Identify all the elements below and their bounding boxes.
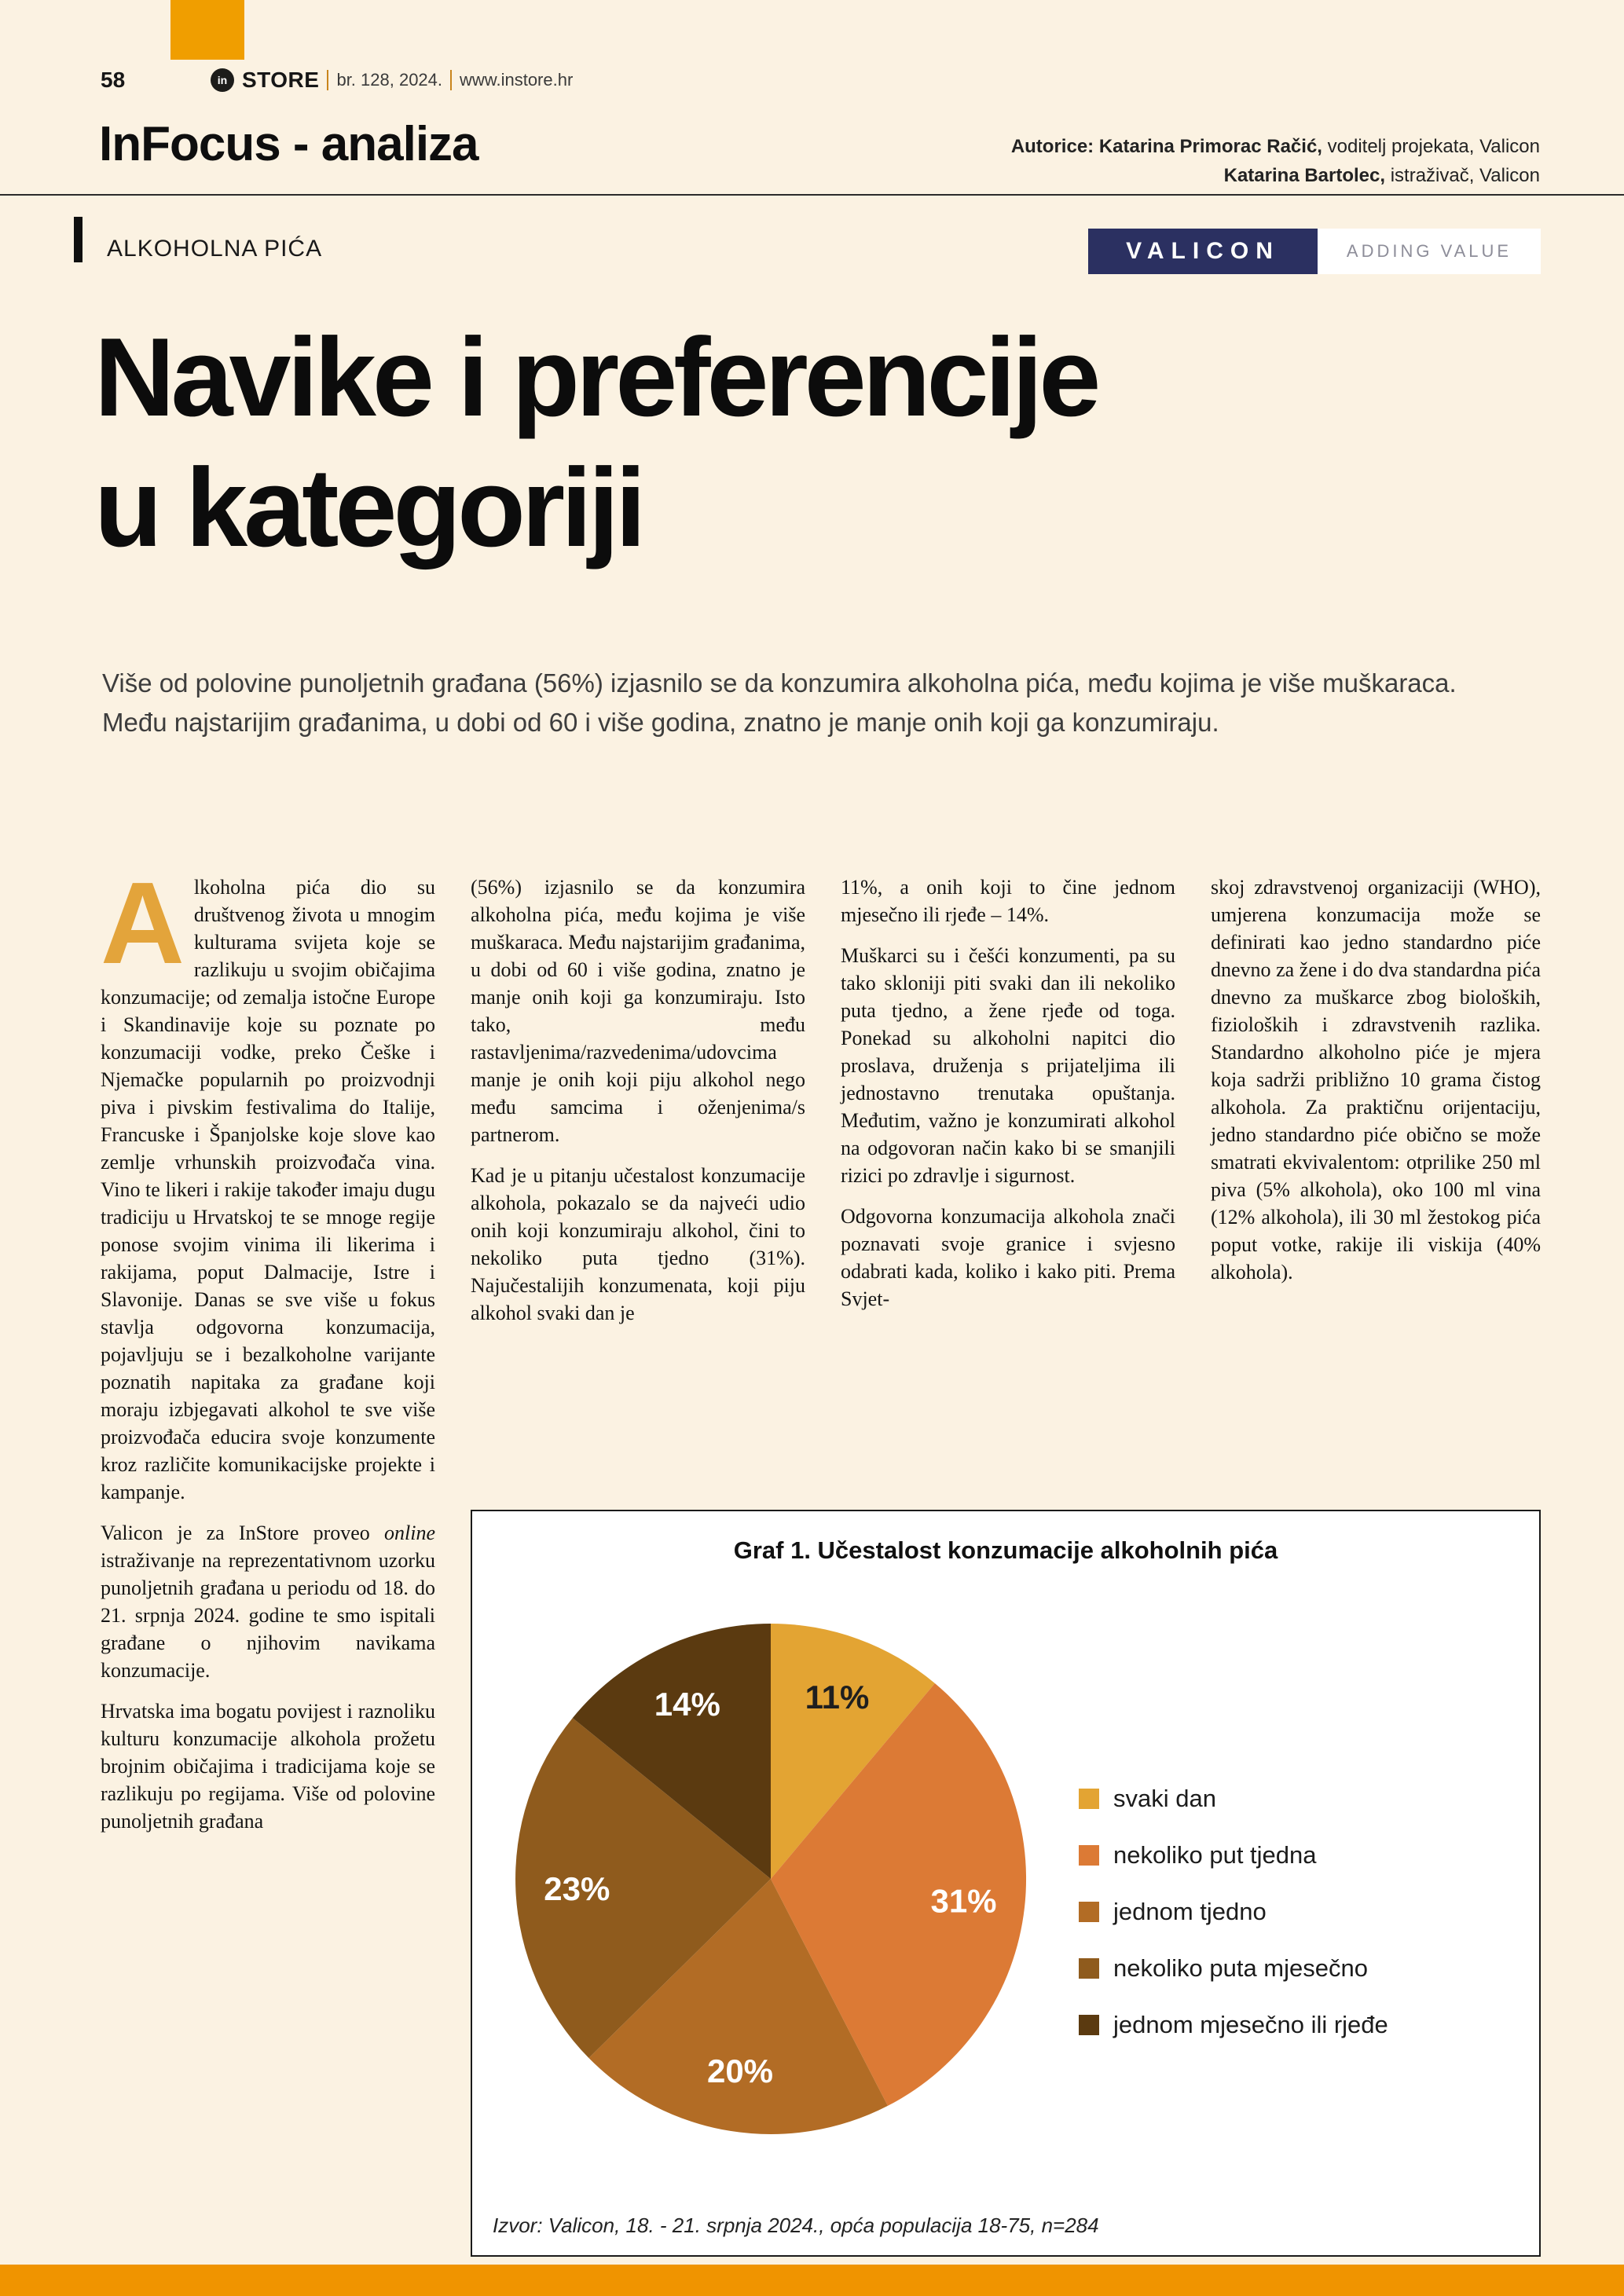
lead-paragraph: Više od polovine punoljetnih građana (56%) izjasnilo se da konzumira alkoholna pića, među kojima je više muškaraca. Među najstarijim građanima, u dobi od 60 i više godina, znatno je manje onih koji ga konzumiraju. [102, 668, 1457, 737]
divider [450, 70, 452, 90]
body-column-3 [841, 873, 1175, 1326]
legend-item [1079, 1841, 1388, 1869]
website-url: www.instore.hr [460, 70, 574, 90]
headline-line-2: u kategoriji [94, 445, 643, 571]
pie-value-label: 23% [544, 1869, 610, 1907]
issue-number: br. 128, 2024. [336, 70, 443, 90]
pie-value-label: 11% [805, 1678, 870, 1716]
author-line-1 [1011, 132, 1540, 161]
magazine-brand [211, 68, 573, 93]
paragraph: Muškarci su i češći konzumenti, pa su tako skloniji piti svaki dan ili nekoliko puta tjedno, a žene rjeđe od toga. Ponekad su alkoholni napitci dio proslava, druženja s prijateljima ili jednostavno trenutaka opuštanja. Međutim, važno je konzumirati alkohol na odgovoran način kako bi se smanjili rizici po zdravlje i sigurnost. [841, 944, 1175, 1187]
paragraph: Hrvatska ima bogatu povijest i raznoliku kulturu konzumacije alkohola prožetu brojnim običajima i tradicijama koje se razlikuju po regijama. Više od polovine punoljetnih građana [101, 1700, 435, 1833]
body-column-1 [101, 859, 435, 1848]
accent-square [170, 0, 244, 60]
legend-item [1079, 1785, 1388, 1813]
valicon-logo [1088, 229, 1541, 274]
author-1-role: voditelj projekata, Valicon [1322, 136, 1540, 157]
authors-block [1011, 132, 1540, 190]
author-2-role: istraživač, Valicon [1385, 165, 1540, 186]
instore-logo-icon: in [211, 68, 234, 92]
legend-swatch-icon [1079, 1845, 1099, 1866]
headline-line-1: Navike i preferencije [94, 315, 1098, 440]
category-tick [74, 217, 82, 262]
paragraph: skoj zdravstvenoj organizaciji (WHO), umjerena konzumacija može se definirati kao jedno standardno piće dnevno za žene i do dva standardna pića dnevno za muškarce zbog bioloških, fizioloških i zdravstvenih razlika. Standardno alkoholno piće je mjera koja sadrži približno 10 grama čistog alkohola. Za praktičnu orijentaciju, jedno standardno piće obično se može smatrati ekvivalentom: otprilike 250 ml piva (5% alkohola), oko 100 ml vina (12% alkohola), ili 30 ml žestokog pića poput votke, rakije ili viskija (40% alkohola). [1211, 876, 1541, 1283]
body-column-2 [471, 873, 805, 1340]
pie-value-label: 14% [654, 1686, 720, 1723]
legend-label: jednom mjesečno ili rjeđe [1113, 2011, 1388, 2038]
legend-label: nekoliko puta mjesečno [1113, 1954, 1368, 1982]
footer-accent-bar [0, 2265, 1624, 2296]
valicon-tagline: ADDING VALUE [1318, 229, 1541, 274]
section-title: InFocus - analiza [99, 117, 478, 171]
paragraph-text: Valicon je za InStore proveo [101, 1522, 384, 1544]
chart-source: Izvor: Valicon, 18. - 21. srpnja 2024., opća populacija 18-75, n=284 [493, 2214, 1099, 2237]
chart-title: Graf 1. Učestalost konzumacije alkoholnih pića [733, 1536, 1278, 1564]
italic-word: online [384, 1522, 435, 1544]
paragraph: Kad je u pitanju učestalost konzumacije alkohola, pokazalo se da najveći udio onih koji konzumiraju alkohol, čini to nekoliko puta tjedno (31%). Najučestalijih konzumenata, koji piju alkohol svaki dan je [471, 1164, 805, 1324]
paragraph: (56%) izjasnilo se da konzumira alkoholna pića, među kojima je više muškaraca. Među najstarijim građanima, u dobi od 60 i više godina, znatno je manje onih koji ga konzumiraju. Isto tako, među rastavljenima/razvedenima/udovcima manje je onih koji piju alkohol nego među samcima i oženjenima/s partnerom. [471, 876, 805, 1146]
legend-swatch-icon [1079, 1902, 1099, 1922]
page-number: 58 [101, 68, 126, 92]
paragraph [101, 859, 435, 1506]
paragraph-text: lkoholna pića dio su društvenog života u mnogim kulturama svijeta koje se razlikuju u svojim običajima konzumacije; od zemalja istočne Europe i Skandinavije koje su poznate po konzumaciji vodke, preko Češke i Njemačke popularnih po proizvodnji piva i pivskim festivalima do Italije, Francuske i Španjolske koje slove kao zemlje vrhunskih proizvođača vina. Vino te likeri i rakije također imaju dugu tradiciju u Hrvatskoj te se mnoge regije ponose svojim vinima ili likerima i rakijama, poput Dalmacije, Istre i Slavonije. Danas se sve više u fokus stavlja odgovorna konzumacija, pojavljuju se i bezalkoholne varijante poznatih napitaka za građane koji moraju izbjegavati alkohol te sve više proizvođača educira svoje konzumente kroz različite komunikacijske projekte i kampanje. [101, 876, 435, 1503]
chart-legend [1079, 1785, 1388, 2039]
author-line-2 [1011, 161, 1540, 190]
category-label: ALKOHOLNA PIĆA [107, 236, 323, 262]
legend-label: nekoliko put tjedna [1113, 1841, 1317, 1869]
pie-chart [484, 1592, 1058, 2166]
legend-label: svaki dan [1113, 1785, 1216, 1812]
chart-panel [471, 1510, 1541, 2257]
article-headline [94, 313, 1097, 573]
paragraph [101, 1519, 435, 1684]
legend-swatch-icon [1079, 1958, 1099, 1979]
legend-item [1079, 1898, 1388, 1926]
legend-swatch-icon [1079, 2015, 1099, 2035]
brand-name: STORE [242, 68, 320, 92]
valicon-wordmark: VALICON [1088, 229, 1318, 274]
author-1-name: Autorice: Katarina Primorac Račić, [1010, 136, 1322, 157]
body-column-4 [1211, 873, 1541, 1299]
author-2-name: Katarina Bartolec, [1223, 165, 1386, 186]
header-divider [0, 194, 1624, 196]
divider [327, 70, 328, 90]
legend-item [1079, 1954, 1388, 1983]
paragraph: 11%, a onih koji to čine jednom mjesečno ili rjeđe – 14%. [841, 876, 1175, 926]
legend-swatch-icon [1079, 1789, 1099, 1809]
pie-value-label: 31% [930, 1882, 997, 1920]
paragraph: Odgovorna konzumacija alkohola znači poznavati svoje granice i svjesno odabrati kada, koliko i kako piti. Prema Svjet- [841, 1205, 1175, 1310]
drop-cap: A [101, 859, 185, 988]
legend-item [1079, 2011, 1388, 2039]
paragraph-text: istraživanje na reprezentativnom uzorku punoljetnih građana u periodu od 18. do 21. srpnja 2024. godine te smo ispitali građane o njihovim navikama konzumacije. [101, 1549, 435, 1682]
legend-label: jednom tjedno [1113, 1898, 1267, 1925]
pie-value-label: 20% [706, 2052, 774, 2089]
